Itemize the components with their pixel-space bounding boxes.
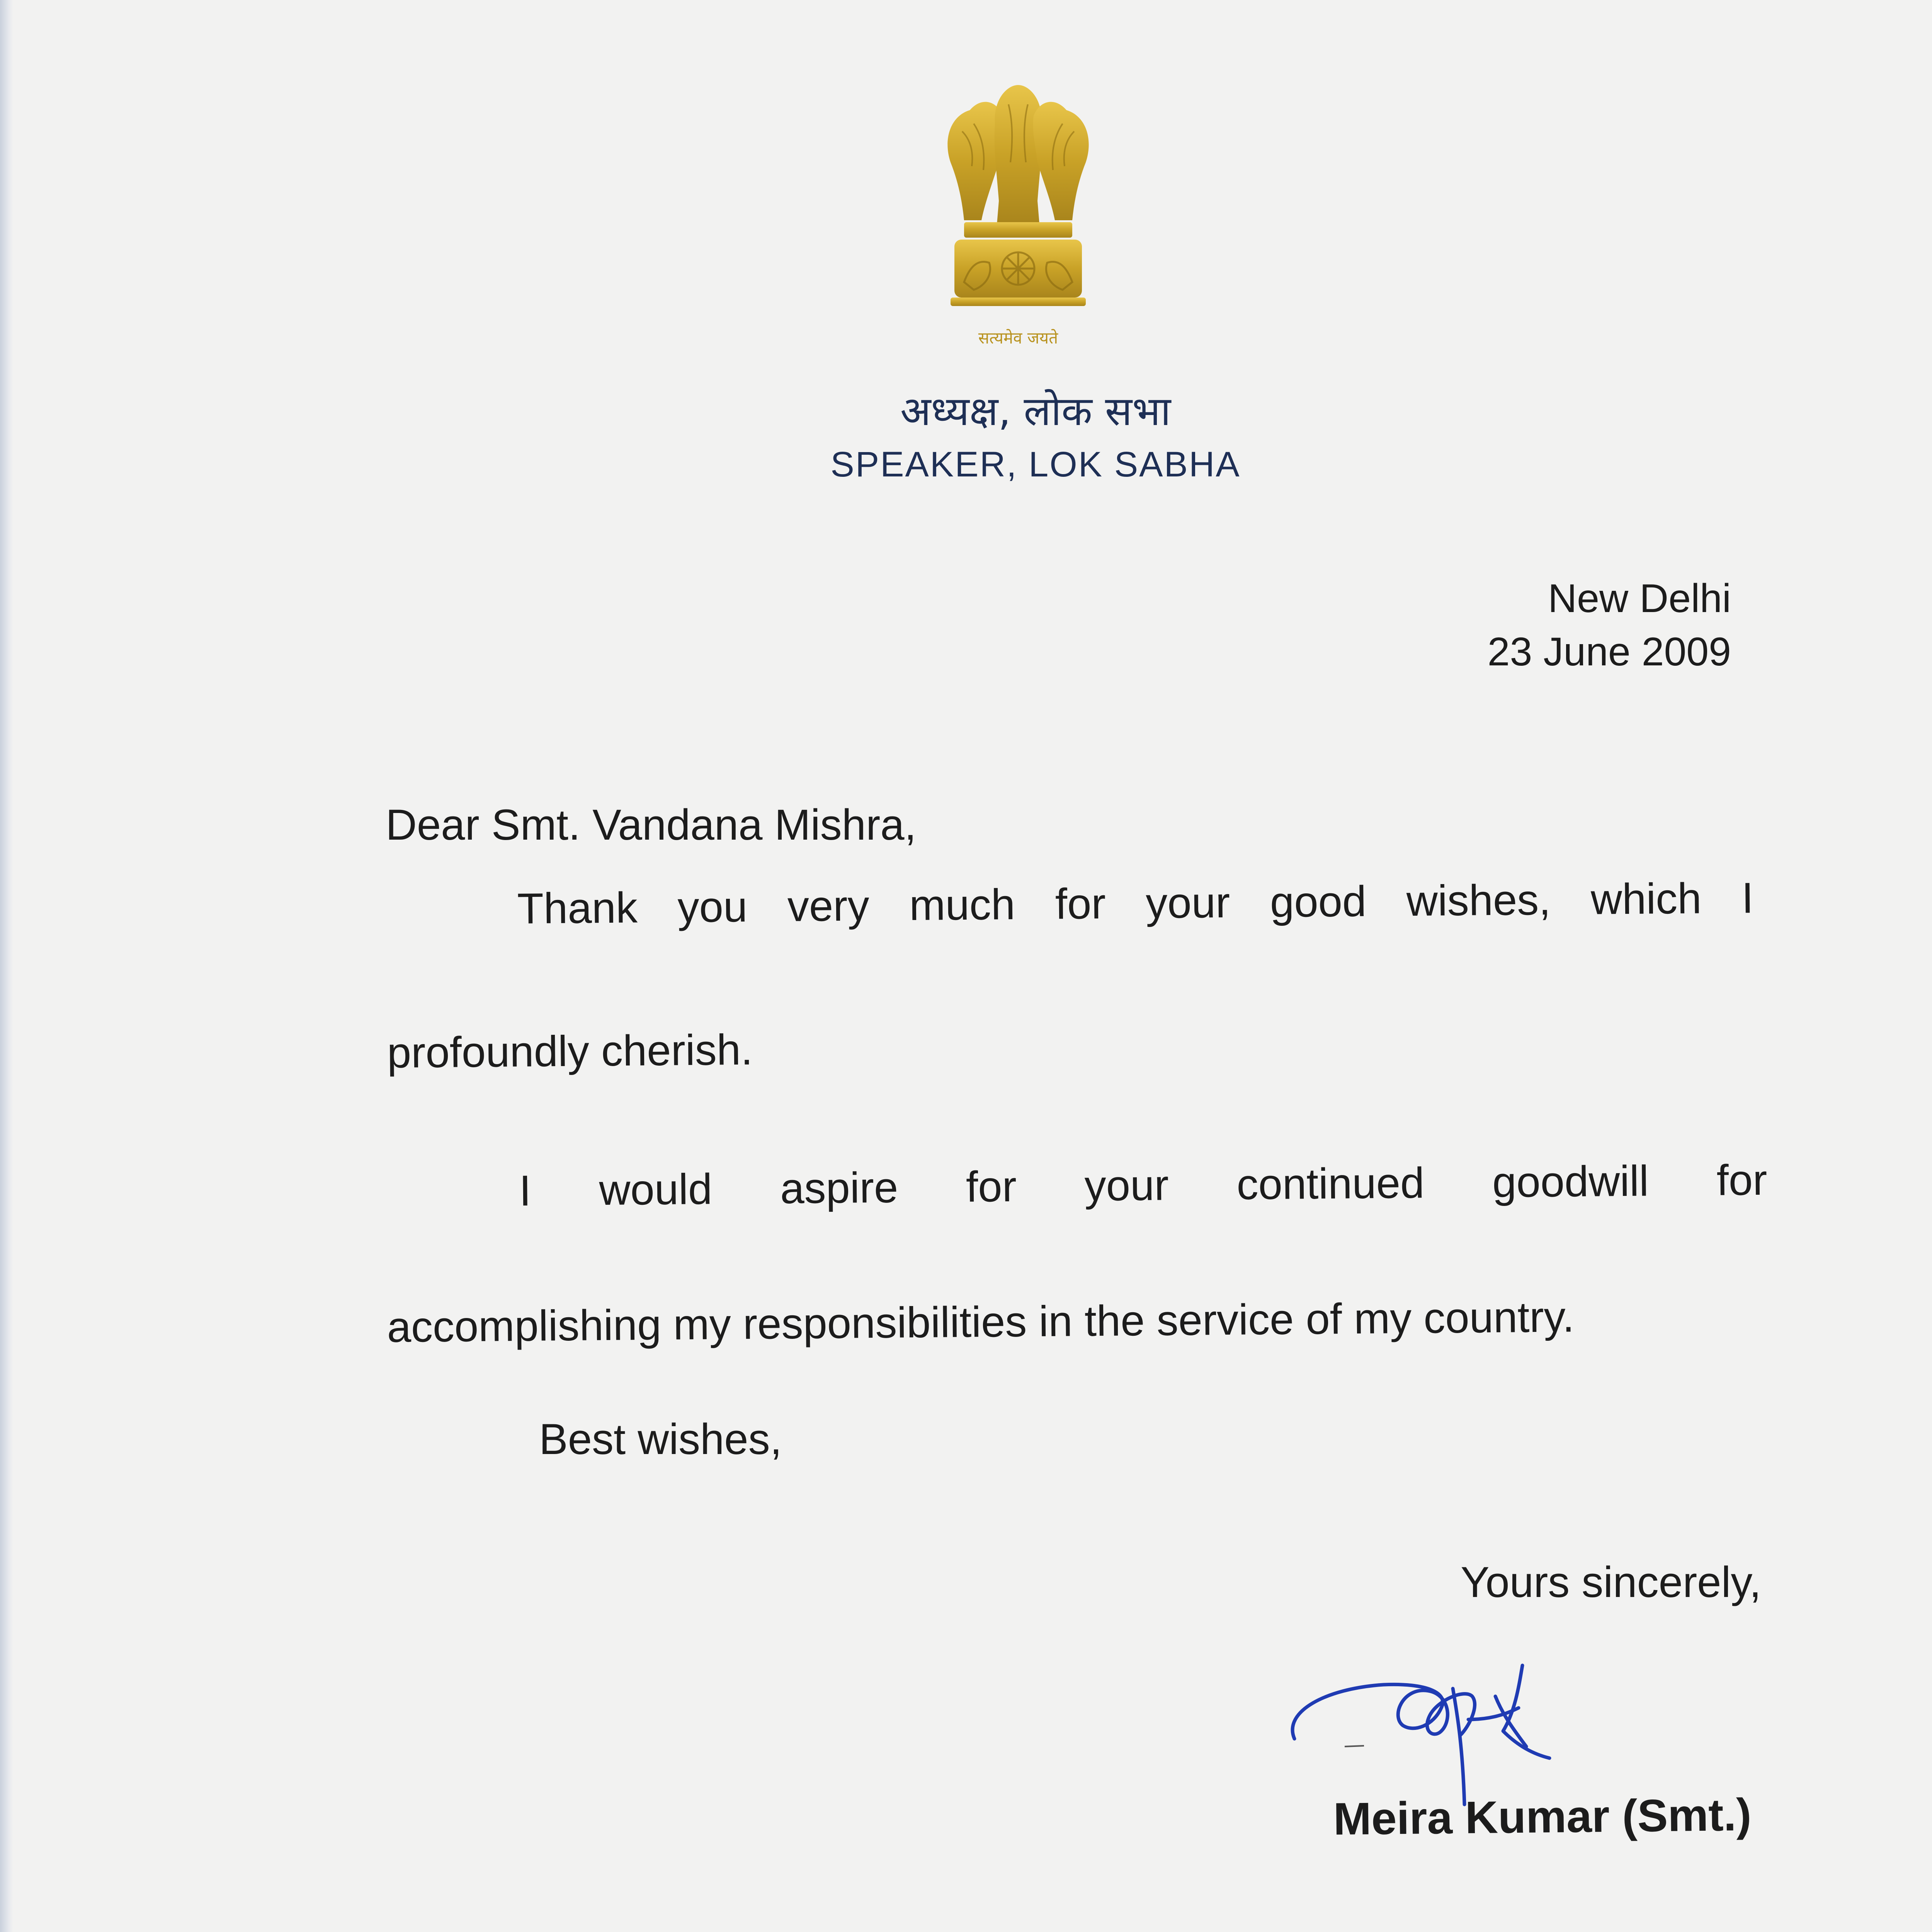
word: much xyxy=(909,880,1015,930)
paragraph-2 xyxy=(386,1155,1767,1376)
sign-off: Yours sincerely, xyxy=(1461,1558,1762,1606)
word: very xyxy=(787,881,870,930)
word: goodwill xyxy=(1492,1156,1649,1207)
emblem-motto: सत्यमेव जयते xyxy=(978,328,1058,347)
word: would xyxy=(599,1165,713,1214)
letterhead-title-english: SPEAKER, LOK SABHA xyxy=(830,445,1241,484)
salutation: Dear Smt. Vandana Mishra, xyxy=(386,801,917,849)
recipient-address xyxy=(390,1925,1282,1932)
word: continued xyxy=(1236,1158,1425,1209)
word: for xyxy=(966,1162,1017,1211)
word: your xyxy=(1084,1161,1169,1210)
word: wishes, xyxy=(1406,875,1551,925)
word: Thank xyxy=(517,883,638,933)
word: I xyxy=(519,1166,532,1215)
word: for xyxy=(1055,879,1106,928)
word: good xyxy=(1270,877,1367,927)
paragraph-2-line-1 xyxy=(519,1155,1767,1216)
scan-edge xyxy=(0,0,13,1932)
closing: Best wishes, xyxy=(539,1415,782,1463)
word: for xyxy=(1716,1155,1767,1204)
signer-name: Meira Kumar (Smt.) xyxy=(1333,1789,1752,1845)
dateline-place: New Delhi xyxy=(1548,576,1731,621)
dateline-date: 23 June 2009 xyxy=(1487,629,1731,674)
paragraph-1-line-2: profoundly cherish. xyxy=(387,1025,753,1077)
word: aspire xyxy=(780,1163,898,1213)
letterhead-title-hindi: अध्यक्ष, लोक सभा xyxy=(900,388,1171,435)
word: I xyxy=(1741,874,1754,922)
national-emblem-icon xyxy=(927,73,1109,352)
paragraph-2-line-2: accomplishing my responsibilities in the service of my country. xyxy=(387,1293,1575,1351)
dateline xyxy=(1236,572,1731,679)
word: you xyxy=(677,882,748,932)
word: which xyxy=(1590,874,1702,923)
word: your xyxy=(1145,878,1230,927)
paragraph-1-line-1 xyxy=(517,873,1754,934)
paragraph-1 xyxy=(386,873,1755,1094)
address-line xyxy=(390,1925,1275,1932)
